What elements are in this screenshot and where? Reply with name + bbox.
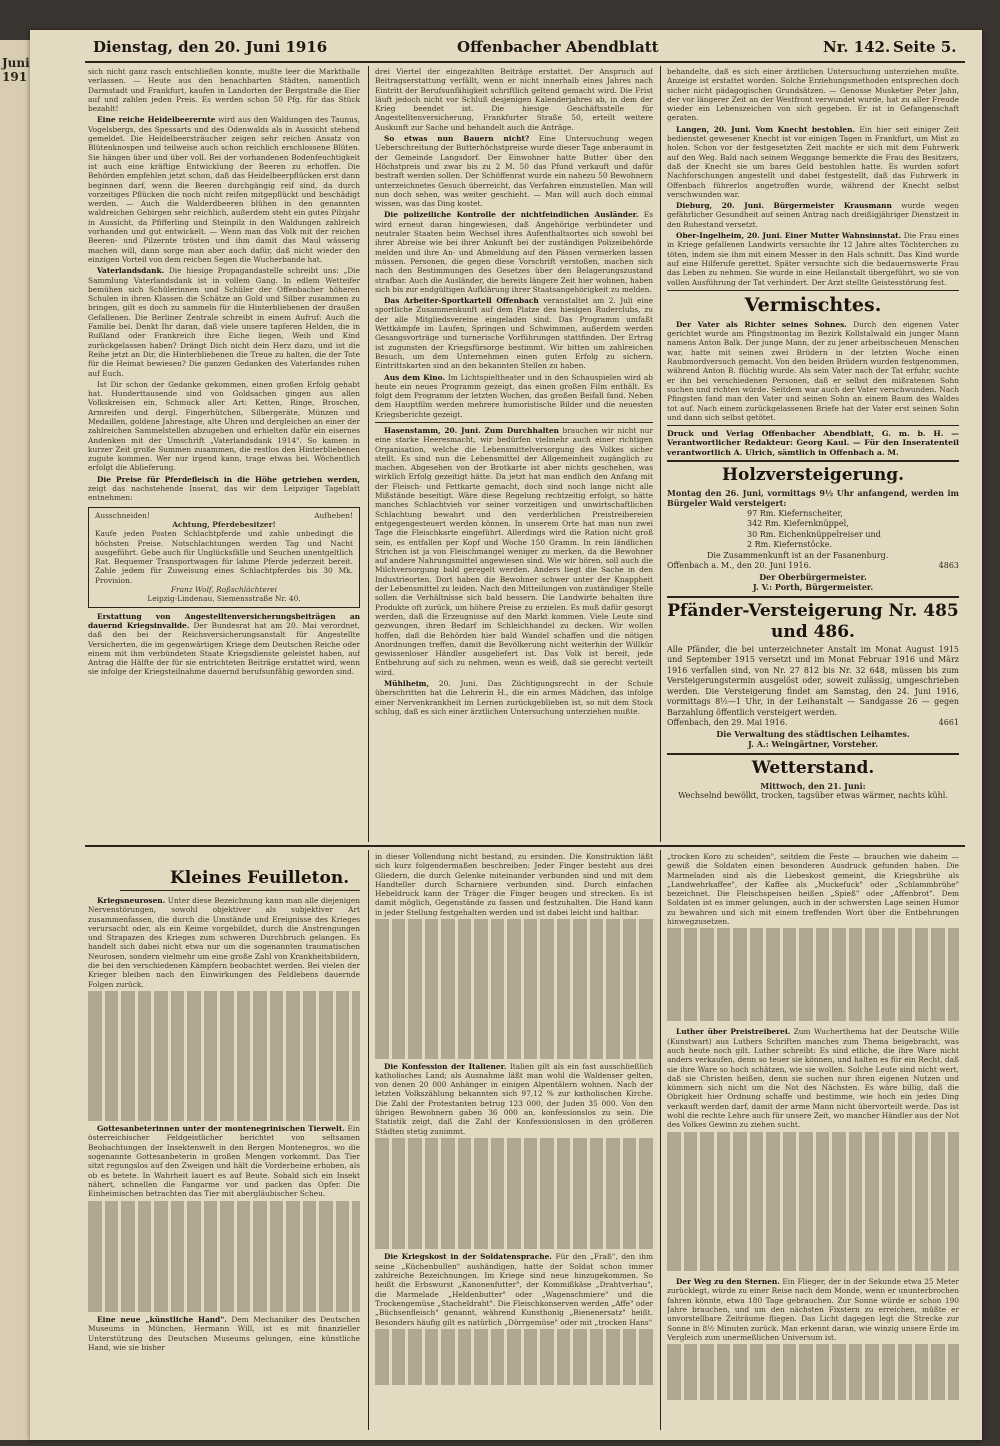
article-text: Zum Wucherthema hat der Deutsche Wille (Kunstwart) aus Luthers Schriften manches zum Thema beigebracht, was auch heute noch gilt. Luther schreibt: Es sind etliche, die ihre Ware nicht anders verkaufen, denn so teuer sie können, und halten es für ein Recht, daß sie ihre Ware so hoch schätzen, wie sie wollen. Solche Leute sind nicht wert, daß sie Christen heißen, denn sie suchen nur ihren eigenen Nutzen und kümmern sich nicht um die Not des Nächsten. Es wäre billig, daß die Obrigkeit hier Ordnung schaffe und bestimme, wie hoch ein jedes Ding verkauft werden darf, damit der arme Mann nicht übervorteilt werde. Das ist wohl die rechte Lehre auch für unsere Zeit, wo mancher Händler aus der Not des Volkes Gewinn zu ziehen sucht.: [667, 1027, 959, 1130]
text-line-illegible: [88, 1112, 360, 1121]
text-line-illegible: [667, 975, 959, 984]
column-divider: [368, 850, 369, 1430]
text-line-illegible: [667, 1381, 959, 1390]
text-line-illegible: [667, 956, 959, 965]
article-heading: Erstattung von Angestelltenversicherungsbeiträgen an dauernd Kriegsinvalide.: [88, 611, 360, 630]
text-line-illegible: [375, 1240, 653, 1249]
article-text: Im Lichtspieltheater und in den Schauspielen wird ab heute ein neues Programm gezeigt, das einen großen Film enthält. Es folgt dem Programm der letzten Wochen, das großen Beifall fand. Neben dem Hauptfilm werden mehrere humoristische Bilder und die neuesten Kriegsberichte gezeigt.: [375, 372, 653, 419]
text-line-illegible: [667, 1160, 959, 1169]
wood-item: 30 Rm. Eichenknüppelreiser und: [747, 529, 881, 539]
text-line-illegible: [667, 1141, 959, 1150]
text-line-illegible: [667, 1178, 959, 1187]
ad-cut-out-label: Ausschneiden!: [95, 510, 150, 520]
article-paragraph: [667, 320, 959, 422]
text-line-illegible: [667, 928, 959, 937]
article-heading: Eine reiche Heidelbeerernte: [97, 115, 216, 125]
article-paragraph: drei Viertel der eingezahlten Beiträge erstattet. Der Anspruch auf Beitragserstattung verfällt, wenn er nicht innerhalb eines Jahres nach Eintritt der Berufsunfähigkeit schriftlich geltend gemacht wird. Die Frist läuft jedoch nicht vor Schluß desjenigen Kalenderjahres ab, in dem der Krieg beendet ist. Die hiesige Geschäftsstelle für Angestelltenversicherung, Frankfurter Straße 50, erteilt weitere Auskunft zur Sache und behandelt auch die Anträge.: [375, 67, 653, 132]
text-line-illegible: [667, 1225, 959, 1234]
feuilleton-column-1: [88, 896, 360, 1426]
text-line-illegible: [375, 1003, 653, 1012]
feuilleton-title-rule: [120, 890, 360, 891]
article-paragraph: [667, 231, 959, 287]
ad-keep-label: Aufheben!: [314, 510, 353, 520]
article-text: Ein hier seit einiger Zeit bedienstet gewesener Knecht ist vor einigen Tagen in Frankfurt, um Mist zu holen. Schon vor der festgesetzten Zeit machte er sich mit dem Fuhrwerk auf den Weg. Bald nach seinem Weggange bemerkte die Frau des Besitzers, daß der Knecht sie um bares Geld bestohlen hatte. Es wurden sofort Nachforschungen angestellt und dabei festgestellt, daß das Fuhrwerk in Offenbach führerlos angetroffen wurde, während der Knecht selbst verschwunden war.: [667, 124, 959, 199]
article-text: Die hiesige Propagandastelle schreibt uns: „Die Sammlung Vaterlandsdank ist in vollem Gang. In edlem Wetteifer bemühen sich Schülerinnen und Schüler der Offenbacher höheren Schulen in ihren Klassen die Schätze an Gold und Silber zusammen zu bringen, gilt es doch zu sammeln für die Hinterbliebenen der draußen Gefallenen. Die Berliner Zentrale schreibt in einem Aufruf: Auch die Familie bei. Denkt Ihr daran, daß viele unsere tapferen Helden, die in Rußland oder Frankreich ihre Eiche liegen, Weib und Kind zurückgelassen haben? Drängt Dich nicht dein Herz dazu, und ist die Reihe jetzt an Dir, die Hinterbliebenen die Treue zu halten, die der Tote für die Heimat bewiesen? Die ganzen Gedanken des Vaterlandes ruhen auf Euch.: [88, 266, 360, 378]
article-paragraph: „trocken Koro zu scheiden", seitdem die Feste — brauchen wie daheim — gewiß die Soldaten einen besonderen Ausdruck gefunden haben. Die Marmeladen sind als die Liebeskost gemeint, die Kriegsbrühe als „Landwehrkaffee", der Kaffee als „Muckefuck" oder „Schlammbrühe" bezeichnet. Die Fleischspeisen heißen „Spieß" oder „Affenbrot". Dem Soldaten ist es immer gelungen, auch in der schwersten Lage seinen Humor zu bewahren und sich mit einem treffenden Wort über die Entbehrungen hinwegzusetzen.: [667, 852, 959, 927]
text-line-illegible: [375, 1166, 653, 1175]
article-heading: Die polizeiliche Kontrolle der nichtfeindlichen Ausländer.: [384, 210, 639, 220]
article-heading: Aus dem Kino.: [384, 372, 446, 382]
text-line-illegible: [375, 1147, 653, 1156]
pawn-auction-place-date: Offenbach, den 29. Mai 1916.: [667, 718, 788, 728]
article-text: veranstaltet am 2. Juli eine sportliche Zusammenkunft auf dem Platze des hiesigen Ruderclubs, zu der alle Mitgliedsvereine eingeladen sind. Das Programm umfaßt Wettkämpfe im Laufen, Springen und Schwimmen, außerdem werden Gesangsvorträge und turnerische Vorführungen stattfinden. Der Ertrag ist zugunsten der Kriegsfürsorge bestimmt. Wir bitten um zahlreichen Besuch, um dem Unternehmen einen guten Erfolg zu sichern. Eintrittskarten sind an den bekannten Stellen zu haben.: [375, 296, 653, 371]
text-line-illegible: [375, 975, 653, 984]
wood-auction-meeting: Die Zusammenkunft ist an der Fasanenburg.: [707, 550, 889, 560]
section-separator: [667, 290, 959, 291]
article-column-3: [667, 67, 959, 843]
article-text: Eine Untersuchung wegen Ueberschreitung der Butterhöchstpreise wurde dieser Tage anberaumt in der Gemeinde Langsdorf. Der Einwohner hatte Butter über den Höchstpreis und zwar bis zu 2 M. 50 das Pfund verkauft und dafür bestraft werden sollen. Der Schöffenrat wurde ein nahezu 50 Bewohnern unterzeichnetes Gesuch überreicht, das Verfahren einzustellen. Man will nun doch sehen, was weiter geschieht. — Man will auch doch einmal wissen, was das Ding kostet.: [375, 134, 653, 209]
text-line-illegible: [667, 1391, 959, 1400]
text-line-illegible: [375, 1347, 653, 1356]
header-page-number: Seite 5.: [893, 38, 957, 56]
article-heading: Eine neue „künstliche Hand".: [97, 1315, 227, 1325]
text-line-illegible: [375, 919, 653, 928]
text-line-illegible: [667, 1012, 959, 1021]
text-line-illegible: [375, 1138, 653, 1147]
section-separator: [667, 460, 959, 462]
text-line-illegible: [667, 1150, 959, 1159]
text-line-illegible: [375, 1329, 653, 1338]
article-heading: Mühlheim,: [384, 679, 430, 688]
text-line-illegible: [375, 1357, 653, 1366]
previous-page-edge: [0, 40, 30, 1440]
header-issue-number: Nr. 142.: [823, 38, 891, 56]
column-divider: [660, 66, 661, 842]
article-text: zeigt das nachstehende Inserat, das wir dem Leipziger Tageblatt entnehmen:: [88, 484, 360, 503]
pawn-auction-text: Alle Pfänder, die bei unterzeichneter Anstalt im Monat August 1915 und September 1915 versetzt und im Monat Februar 1916 und März 1916 verfallen sind, von Nr. 27 812 bis Nr. 32 648, müssen bis zum Versteigerungstermin ausgelöst oder, soweit zulässig, umgeschrieben werden. Die Versteigerung findet am Samstag, den 24. Juni 1916, vormittags 8½—1 Uhr, in der Leihanstalt — Sandgasse 26 — gegen Barzahlung öffentlich versteigert werden.: [667, 644, 959, 717]
wood-auction-title: Holzversteigerung.: [721, 464, 905, 485]
text-line-illegible: [375, 1231, 653, 1240]
article-paragraph: sich nicht ganz rasch entschließen konnte, mußte leer die Marktballe verlassen. — Heute aus den benachbarten Städten, namentlich Darmstadt und Frankfurt, kaufen in Landorten der Bergstraße die Eier auf und zahlen jeden Preis. Es werden schon 50 Pfg. für das Stück bezahlt!: [88, 67, 360, 114]
article-paragraph: [375, 679, 653, 716]
article-heading: Luther über Preistreiberei.: [676, 1027, 791, 1037]
ad-text: Kaufe jeden Posten Schlachtpferde und zahle unbedingt die höchsten Preise. Notschlachtungen werden Tag und Nacht ausgeführt. Gebe auch für Unglücksfälle und Seuchen unentgeltlich Rat. Bequemer Transportwagen für lahme Pferde jederzeit bereit. Zahle jedem für Zuweisung eines Schlachtpferdes bis 30 Mk. Provision.: [95, 529, 353, 585]
text-line-illegible: [375, 1049, 653, 1058]
article-text: Dem Mechaniker des Deutschen Museums in München, Hermann Will, ist es mit finanzieller Unterstützung des Deutschen Museums gelungen, eine künstliche Hand, wie sie bisher: [88, 1315, 360, 1352]
article-text: wird aus den Waldungen des Taunus, Vogelsbergs, des Spessarts und des Odenwalds als in Aussicht stehend gemeldet. Die Heidelbeersträucher zeigen sehr reichen Ansatz von Blütenknospen und teilweise auch schon reichlich erschlossene Blüten. Sie hängen über und über voll. Bei der vorhandenen Bodenfeuchtigkeit ist auch eine kräftige Entwicklung der Beeren zu erhoffen. Die Behörden empfehlen jetzt schon, daß das Heidelbeerpflücken erst dann beginnen darf, wenn die Beeren durchgängig reif sind, da durch vorzeitiges Pflücken die noch nicht reifen mitgepflückt und beschädigt werden. — Auch die Walderdbeeren blühen in den genannten waldreichen Gebirgen sehr reichlich, außerdem steht ein gutes Pilzjahr in Aussicht, da Pfifferling und Steinpilz in den Waldungen zahlreich vorhanden und gut entwickelt. — Wenn man das Volk mit der reichen Beeren- und Pilzernte trösten und ihm damit das Maul wässerig machen will, dann sorge man aber auch dafür, daß nicht wieder den einzigen Vorteil von dem reichen Segen die Wucherbande hat.: [88, 115, 360, 264]
text-line-illegible: [667, 1003, 959, 1012]
newspaper-page: [30, 30, 982, 1440]
text-line-illegible: [667, 1372, 959, 1381]
text-line-illegible: [375, 1184, 653, 1193]
wood-auction-number: 4863: [938, 561, 959, 571]
imprint: Druck und Verlag Offenbacher Abendblatt, G. m. b. H. — Verantwortlicher Redakteur: Georg Kaul. — Für den Inseratenteil verantwortlich A. Ulrich, sämtlich in Offenbach a. M.: [667, 429, 959, 457]
article-heading: Der Weg zu den Sternen.: [676, 1277, 780, 1287]
text-line-illegible: [667, 966, 959, 975]
article-paragraph: [88, 115, 360, 264]
article-paragraph: [667, 125, 959, 199]
text-line-illegible: [667, 1252, 959, 1261]
article-paragraph: [667, 1027, 959, 1129]
text-line-illegible: [667, 1363, 959, 1372]
header-rule: [85, 61, 965, 63]
text-line-illegible: [375, 984, 653, 993]
article-text: Für den „Fraß", den ihm seine „Küchenbullen" aushändigen, hatte der Soldat schon immer zahlreiche Bezeichnungen. Im Kriege sind neue hinzugekommen. So heißt die Erbswurst „Kanonenfutter", der Kommißkäse „Drahtverhau", die Marmelade „Heldenbutter" oder „Wagenschmiere" und die Trockengemüse „Stacheldraht". Die Fleischkonserven werden „Affe" oder „Büchsenfleisch" genannt, während Kunsthonig „Bienenersatz" heißt. Besonders häufig gilt es natürlich „Dörrgemüse" oder mit „trocken Hans": [375, 1252, 653, 1327]
section-divider: [85, 845, 965, 847]
pawn-auction-notice: [667, 601, 959, 750]
article-text: brauchen wir nicht nur eine starke Heeresmacht, wir bedürfen vielmehr auch einer richtigen Organisation, welche die Lebensmittelversorgung des Volkes sicher stellt. Es sind nun die Lebensmittel der Allgemeinheit zugänglich zu machen. Abgesehen von der Brotkarte ist aber nichts geschehen, was wirklich Erfolg gezeitigt hätte. Da jetzt hat man endlich den Anfang mit der Fleisch- und Fettkarte gemacht, doch sind noch lange nicht alle Mißstände beseitigt. Wäre diese Regelung rechtzeitig erfolgt, so hätte manches Schlachtvieh vor seiner vorzeitigen und unwirtschaftlichen Schlachtung bewahrt und den verderblichen Preistreibereien entgegengesteuert werden können. In unserem Orte hat man nun zwei Tage die Fleischkarte eingeführt. Allerdings wird die Ration nicht groß sein, es entfallen per Kopf und Woche 150 Gramm. In rein ländlichen Strichen ist ja von Fleischmangel weniger zu merken, da die Bewohner auf andere Nahrungsmittel angewiesen sind. Wie wir hören, soll auch die Milchversorgung bald geregelt werden. Anders liegt die Sache in den Industrieorten. Dort haben die Bewohner schwer unter der Knappheit der Lebensmittel zu leiden. Nach den Mitteilungen von zuständiger Stelle sollen die Verhältnisse sich bald bessern. Die Landwirte behalten ihre Produkte oft zurück, um höhere Preise zu erzielen. Es muß dafür gesorgt werden, daß die Erzeugnisse auf den Markt kommen. Viele Leute sind gezwungen, ihren Bedarf im Schleichhandel zu decken. Wir wollen hoffen, daß die Behörden hier bald Wandel schaffen und die nötigen Anordnungen treffen, damit die Bevölkerung nicht weiterhin der Willkür gewissenloser Händler ausgeliefert ist. Das Volk ist bereit, jede Entbehrung auf sich zu nehmen, wenn es weiß, daß sie gerecht verteilt wird.: [375, 425, 653, 677]
text-line-illegible: [375, 1366, 653, 1375]
article-text: wurde wegen gefährlicher Gesundheit auf seinen Antrag nach dreißigjähriger Dienstzeit in den Ruhestand versetzt.: [667, 201, 959, 229]
text-line-illegible: [667, 947, 959, 956]
article-paragraph: in dieser Vollendung nicht bestand, zu ersinden. Die Konstruktion läßt sich kurz folgendermaßen beschreiben: Jeder Finger besteht aus drei Gliedern, die durch Gelenke miteinander verbunden sind und mit dem Handteller durch Scharniere verbunden sind. Durch einfachen Hebeldruck kann der Träger die Finger beugen und strecken. Es ist damit möglich, Gegenstände zu fassen und festzuhalten. Die Hand kann in jeder Stellung festgehalten werden und ist dabei leicht und haltbar.: [375, 852, 653, 917]
section-separator: [667, 596, 959, 598]
ad-signature: Franz Wolf, Roßschlächterei: [170, 585, 278, 595]
text-line-illegible: [88, 991, 360, 1000]
text-line-illegible: [375, 928, 653, 937]
page-header: [85, 36, 965, 60]
article-heading: Gottesanbeterinnen unter der montenegrinischen Tierwelt.: [97, 1124, 345, 1134]
article-paragraph: [88, 896, 360, 989]
text-line-illegible: [667, 1243, 959, 1252]
text-line-illegible: [88, 1238, 360, 1247]
article-heading: Der Vater als Richter seines Sohnes.: [676, 319, 847, 329]
text-line-illegible: [667, 1353, 959, 1362]
text-line-illegible: [375, 956, 653, 965]
text-line-illegible: [88, 1247, 360, 1256]
text-line-illegible: [88, 1303, 360, 1312]
wood-item: 342 Rm. Kiefernknüppel,: [747, 519, 849, 529]
text-line-illegible: [667, 1132, 959, 1141]
article-paragraph: [375, 210, 653, 294]
text-line-illegible: [375, 1203, 653, 1212]
text-line-illegible: [667, 1169, 959, 1178]
article-heading: Kriegsneurosen.: [97, 896, 166, 905]
article-heading: Ober-Ingelheim, 20. Juni. Einer Mutter Wahnsinnstat.: [676, 231, 902, 241]
text-line-illegible: [88, 1010, 360, 1019]
text-line-illegible: [667, 1197, 959, 1206]
text-line-illegible: [88, 1275, 360, 1284]
article-text: Durch den eigenen Vater gerichtet wurde am Pfingstmontag im Bezirk Kollstalwald ein junger Mann namens Anton Balk. Der junge Mann, der zu jener arbeitsscheuen Menschen war, hatte mit seinen zwei Brüdern in der letzten Woche einen Raubmordversuch gemacht. Von den beiden Brüdern wurden festgenommen, während Anton B. flüchtig wurde. Als sein Vater nach der Tat erfuhr, suchte er ihn bei verschiedenen Personen, daß er selbst den mißratenen Sohn suchen und richten würde. Seitdem war auch der Vater verschwunden. Nach Pfingsten fand man den Vater und seinen Sohn an einem Baum des Waldes tot auf. Nach einem zurückgelassenen Briefe hat der Vater erst seinen Sohn und dann sich selbst getötet.: [667, 319, 959, 422]
column-divider: [368, 66, 369, 842]
article-text: Die Frau eines in Kriege gefallenen Landwirts versuchte ihr 12 Jahre altes Töchterchen zu töten, indem sie ihm mit einem Messer in den Hals schnitt. Das Kind wurde auf eine Hilferufe gerettet. Später versuchte sich die bedauernswerte Frau das Leben zu nehmen. Sie wurde in eine Heilanstalt übergeführt, wo sie von vollen Ausführung der Tat verhindert. Der Arzt stellte Geistesstörung fest.: [667, 231, 959, 287]
text-line-illegible: [88, 1075, 360, 1084]
article-column-1: [88, 67, 360, 843]
text-line-illegible: [375, 1157, 653, 1166]
feuilleton-column-3: [667, 852, 959, 1426]
text-line-illegible: [667, 1187, 959, 1196]
section-separator: [667, 425, 959, 426]
wood-item: 2 Rm. Kiefernstöcke.: [747, 540, 833, 550]
text-line-illegible: [88, 1000, 360, 1009]
wood-auction-office: Der Oberbürgermeister.: [759, 571, 867, 582]
text-line-illegible: [375, 1375, 653, 1384]
wood-auction-intro: Montag den 26. Juni, vormittags 9½ Uhr anfangend, werden im Bürgeler Wald versteigert:: [667, 487, 959, 509]
text-line-illegible: [88, 1256, 360, 1265]
article-paragraph: [667, 1277, 959, 1342]
article-text: Unter diese Bezeichnung kann man alle diejenigen Nervenstörungen, sowohl objektiver als subjektiver Art zusammenfassen, die durch die Umstände und Ereignisse des Krieges verursacht oder, als ein Keime vorgebildet, durch die Anstrengungen und Strapazen des Krieges zum schweren Durchbruch gelangen. Es handelt sich dabei nicht etwa nur um die sogenannten traumatischen Neurosen, sondern vielmehr um eine große Zahl von Krankheitsbildern, die bei den verschiedenen Kämpfern beobachtet werden. Bei vielen der Krieger bleiben nach den Einwirkungen des Feldlebens dauernde Folgen zurück.: [88, 896, 360, 989]
article-text: Ein österreichischer Feldgeistlicher berichtet von seltsamen Beobachtungen der Insektenwelt in den Bergen Montenegros, wo die sogenannte Gottesanbeterin in großen Mengen vorkommt. Das Tier sitzt regungslos auf den Zweigen und hält die Vorderbeine erhoben, als ob es betete. In Wahrheit lauert es auf Beute. Sobald sich ein Insekt nähert, schnellen die Fangarme vor und packen das Opfer. Die Einheimischen betrachten das Tier mit abergläubischer Scheu.: [88, 1124, 360, 1199]
pawn-auction-number: 4661: [938, 718, 959, 728]
text-line-illegible: [88, 1028, 360, 1037]
wood-auction-notice: [667, 465, 959, 593]
quoted-advertisement: [88, 507, 360, 608]
text-line-illegible: [667, 1234, 959, 1243]
text-line-illegible: [375, 966, 653, 975]
text-line-illegible: [88, 1056, 360, 1065]
article-heading: Das Arbeiter-Sportkartell Offenbach: [384, 296, 539, 306]
text-line-illegible: [375, 947, 653, 956]
article-paragraph: [375, 426, 653, 677]
text-line-illegible: [88, 1266, 360, 1275]
wood-item: 97 Rm. Kiefernscheiter,: [747, 508, 843, 518]
text-line-illegible: [88, 1103, 360, 1112]
article-paragraph: Ist Dir schon der Gedanke gekommen, einen großen Erfolg gehabt hat. Hunderttausende sind von Goldsachen gingen aus allen Volkskreisen ein, Schmuck aller Art: Ketten, Ringe, Broschen, Armreifen und dergl. Fingerhütchen, Silbergeräte, Münzen und Medaillen, goldene Jahrestage, alte Uhren und dergleichen an einer der zahlreichen Sammelstellen abzugeben und erhielten dafür ein eisernes Andenken mit der Umschrift „Vaterlandsdank 1914". So kamen in kurzer Zeit große Summen zusammen, die restlos den Hinterbliebenen zugute kommen. Wer nur irgend kann, trage etwas bei. Wöchentlich erfolgt die Ablieferung.: [88, 379, 360, 473]
text-line-illegible: [88, 1093, 360, 1102]
text-line-illegible: [375, 1012, 653, 1021]
text-line-illegible: [88, 1065, 360, 1074]
previous-page-runner: Juni 191: [2, 56, 30, 84]
text-line-illegible: [667, 1206, 959, 1215]
text-line-illegible: [88, 1284, 360, 1293]
text-line-illegible: [667, 938, 959, 947]
text-line-illegible: [375, 993, 653, 1002]
weather-date: Mittwoch, den 21. Juni:: [760, 780, 866, 791]
article-separator: [375, 422, 653, 423]
ad-address: Leipzig-Lindenau, Siemensstraße Nr. 40.: [147, 594, 301, 604]
text-line-illegible: [667, 1215, 959, 1224]
pawn-auction-office: Die Verwaltung des städtischen Leihamtes.: [716, 728, 910, 739]
article-text: Ein Flieger, der in der Sekunde etwa 25 Meter zurücklegt, würde zu einer Reise nach dem Monde, wenn er ununterbrochen fahren könnte, etwa 180 Tage gebrauchen. Zur Sonne würde er schon 190 Jahre brauchen, und um den nächsten Fixstern zu erreichen, müßte er unvorstellbare Zeiträume fliegen. Das Licht dagegen legt die Strecke zur Sonne in 8½ Minuten zurück. Man erkennt daran, wie winzig unsere Erde im Vergleich zum unermeßlichen Universum ist.: [667, 1277, 959, 1342]
article-paragraph: [375, 373, 653, 419]
text-line-illegible: [667, 993, 959, 1002]
text-line-illegible: [88, 1019, 360, 1028]
article-text: Es wird erneut daran hingewiesen, daß Angehörige verbündeter und neutraler Staaten beim Wechsel ihres Aufenthaltsortes sich sowohl bei ihrer Abreise wie bei ihrer Ankunft bei der zuständigen Polizeibehörde melden und ihre An- und Abmeldung auf den Pässen vermerken lassen müssen. Personen, die gegen diese Vorschrift verstoßen, machen sich nach den Bestimmungen des Gesetzes über den Belagerungszustand strafbar. Auch die Ausländer, die bereits längere Zeit hier wohnen, haben sich bis zur endgültigen Aufklärung ihrer Staatsangehörigkeit zu melden.: [375, 210, 653, 294]
text-line-illegible: [88, 1084, 360, 1093]
text-line-illegible: [375, 1021, 653, 1030]
weather-forecast: Wechselnd bewölkt, trocken, tagsüber etwas wärmer, nachts kühl.: [678, 791, 948, 801]
weather-title: Wetterstand.: [751, 757, 875, 778]
article-heading: Hasenstamm, 20. Juni. Zum Durchhalten: [384, 425, 559, 435]
article-heading: Vaterlandsdank.: [97, 266, 165, 276]
text-line-illegible: [88, 1219, 360, 1228]
text-line-illegible: [88, 1201, 360, 1210]
text-line-illegible: [667, 984, 959, 993]
feuilleton-title: Kleines Feuilleton.: [170, 868, 350, 888]
section-separator: [667, 753, 959, 755]
article-heading: So etwas nun Bauern nicht?: [384, 134, 530, 144]
article-paragraph: [88, 1124, 360, 1198]
text-line-illegible: [667, 1262, 959, 1271]
text-line-illegible: [88, 1210, 360, 1219]
pawn-auction-signature: J. A.: Weingärtner, Vorsteher.: [747, 739, 879, 750]
text-line-illegible: [88, 1293, 360, 1302]
article-heading: Die Kriegskost in der Soldatensprache.: [384, 1252, 552, 1262]
pawn-auction-title: Pfänder-Versteigerung Nr. 485 und 486.: [667, 600, 959, 642]
header-paper-name: Offenbacher Abendblatt: [457, 38, 659, 56]
article-heading: Die Konfession der Italiener.: [384, 1061, 507, 1071]
article-paragraph: [88, 1315, 360, 1352]
weather-report: [667, 758, 959, 802]
feuilleton-column-2: [375, 852, 653, 1426]
article-text: Der Bundesrat hat am 20. Mai verordnet, daß den bei der Reichsversicherungsanstalt für Angestellte Versicherten, die im gegenwärtigen Kriege dem Deutschen Reiche oder einem mit ihm verbündeten Staate Kriegsdienste geleistet haben, auf Antrag die Hälfte der für sie entrichteten Beiträge erstattet wird, wenn sie infolge der Kriegsteilnahme dauernd berufsunfähig geworden sind.: [88, 620, 360, 677]
text-line-illegible: [375, 1194, 653, 1203]
text-line-illegible: [88, 1228, 360, 1237]
text-line-illegible: [375, 1040, 653, 1049]
article-paragraph: [88, 266, 360, 378]
text-line-illegible: [667, 1344, 959, 1353]
article-paragraph: [375, 134, 653, 208]
text-line-illegible: [375, 1175, 653, 1184]
article-text: Italien gilt als ein fast ausschließlich katholisches Land; als Ausnahme läßt man wohl die Waldenser gelten, von denen 20 000 Anhänger in einigen Alpentälern wohnen. Nach der letzten Volkszählung bekannten sich 97,12 % zur katholischen Kirche. Die Zahl der Protestanten betrug 123 000, der Juden 35 000. Von den übrigen Bewohnern gaben 36 000 an, konfessionslos zu sein. Die Statistik zeigt, daß die Zahl der Konfessionslosen in den größeren Städten stetig zunimmt.: [375, 1061, 653, 1136]
article-paragraph: [375, 1252, 653, 1326]
article-heading: Dieburg, 20. Juni. Bürgermeister Krausmann: [676, 201, 892, 211]
article-paragraph: [375, 1062, 653, 1136]
column-divider: [660, 850, 661, 1430]
text-line-illegible: [375, 938, 653, 947]
header-date: Dienstag, den 20. Juni 1916: [93, 38, 328, 56]
article-text: 20. Juni. Das Züchtigungsrecht in der Schule überschritten hat die Lehrerin H., die ein armes Mädchen, das infolge einer Nervenkrankheit im Lernen zurückgeblieben ist, so mit dem Stock schlug, daß es sich einer ärztlichen Untersuchung unterziehen mußte.: [375, 679, 653, 716]
article-paragraph: [88, 612, 360, 677]
article-paragraph: [375, 296, 653, 370]
wood-auction-signature: J. V.: Porth, Bürgermeister.: [752, 582, 874, 593]
article-paragraph: [88, 475, 360, 503]
article-paragraph: [667, 201, 959, 229]
ad-title: Achtung, Pferdebesitzer!: [172, 519, 276, 529]
wood-auction-items: [667, 509, 959, 551]
text-line-illegible: [375, 1212, 653, 1221]
text-line-illegible: [375, 1031, 653, 1040]
text-line-illegible: [88, 1037, 360, 1046]
article-column-2: [375, 67, 653, 843]
article-heading: Die Preise für Pferdefleisch in die Höhe getrieben werden,: [97, 474, 360, 484]
text-line-illegible: [375, 1338, 653, 1347]
text-line-illegible: [88, 1047, 360, 1056]
section-title-misc: Vermischtes.: [744, 293, 882, 316]
wood-auction-place-date: Offenbach a. M., den 20. Juni 1916.: [667, 561, 812, 571]
article-heading: Langen, 20. Juni. Vom Knecht bestohlen.: [676, 124, 856, 134]
article-paragraph: behandelte, daß es sich einer ärztlichen Untersuchung unterziehen mußte. Anzeige ist erstattet worden. Solche Erziehungsmethoden entsprechen doch sicher nicht pädagogischen Grundsätzen. — Genosse Musketier Peter Jahn, der vor längerer Zeit an der Westfront verwundet wurde, hat zu aller Freude wieder ein Lebenszeichen von sich gegeben. Er ist in Gefangenschaft geraten.: [667, 67, 959, 123]
text-line-illegible: [375, 1222, 653, 1231]
